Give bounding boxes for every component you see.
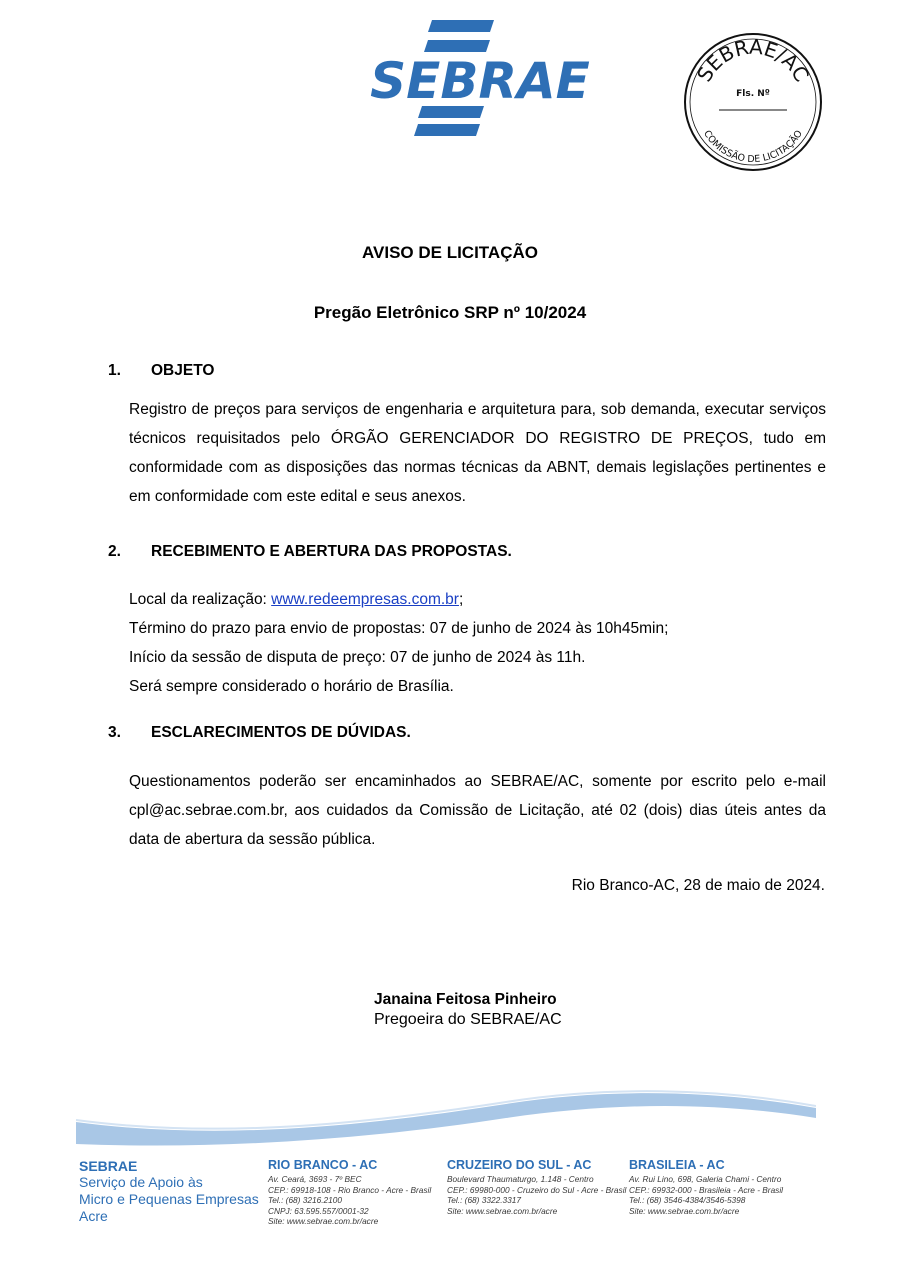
svg-text:SEBRAE/AC [692, 35, 814, 86]
section-text-objeto: Registro de preços para serviços de engenharia e arquitetura para, sob demanda, executar serviços técnicos requisitados pelo ÓRGÃO GERENCIADOR DO REGISTRO DE PREÇOS, tudo em conformidade com as disposições das normas técnicas da ABNT, demais legislações pertinentes e em conformidade com este edital e seus anexos. [129, 401, 826, 505]
deadline-line: Término do prazo para envio de propostas: 07 de junho de 2024 às 10h45min; [129, 620, 669, 637]
office-line: Av. Ceará, 3693 - 7º BEC [268, 1174, 362, 1184]
office-line: CEP.: 69980-000 - Cruzeiro do Sul - Acre - Brasil [447, 1184, 627, 1195]
section-number: 1. [108, 362, 121, 379]
document-subtitle: Pregão Eletrônico SRP nº 10/2024 [313, 303, 587, 322]
signatory-name: Janaina Feitosa Pinheiro [374, 991, 557, 1008]
stamp-bottom-text: COMISSÃO DE LICITAÇÃO [701, 128, 805, 166]
footer-brand-line: Micro e Pequenas Empresas [79, 1191, 259, 1207]
office-title: CRUZEIRO DO SUL - AC [447, 1158, 592, 1172]
signatory-role: Pregoeira do SEBRAE/AC [374, 1011, 562, 1028]
local-label: Local da realização: [129, 591, 272, 608]
office-line: Boulevard Thaumaturgo, 1.148 - Centro [447, 1174, 594, 1184]
section-text-esclarecimentos: Questionamentos poderão ser encaminhados ao SEBRAE/AC, somente por escrito pelo e-mail cpl@ac.sebrae.com.br, aos cuidados da Comissão de Licitação, até 02 (dois) dias úteis antes da data de abertura da sessão pública. [129, 773, 826, 848]
section-title-propostas: RECEBIMENTO E ABERTURA DAS PROPOSTAS. [151, 543, 512, 560]
section-number: 3. [108, 724, 121, 741]
office-title: RIO BRANCO - AC [268, 1158, 378, 1172]
office-line: Tel.: (68) 3322.3317 [447, 1195, 521, 1205]
footer-brand-line: Serviço de Apoio às [79, 1174, 203, 1190]
timezone-line: Será sempre considerado o horário de Brasília. [129, 678, 454, 695]
section-title-objeto: OBJETO [151, 362, 215, 379]
office-line: Tel.: (68) 3216.2100 [268, 1195, 342, 1205]
office-line: CEP.: 69932-000 - Brasileia - Acre - Brasil [629, 1184, 784, 1195]
footer-office-brasileia [629, 1158, 783, 1216]
stamp-top-text: SEBRAE/AC [691, 34, 815, 86]
footer-brand [79, 1158, 259, 1225]
office-line: Site: www.sebrae.com.br/acre [268, 1216, 379, 1226]
section-title-esclarecimentos: ESCLARECIMENTOS DE DÚVIDAS. [151, 724, 411, 741]
document-date: Rio Branco-AC, 28 de maio de 2024. [571, 877, 825, 894]
footer-brand-line: Acre [79, 1208, 108, 1224]
local-suffix: ; [458, 591, 464, 608]
section-number: 2. [108, 543, 121, 560]
office-line: Site: www.sebrae.com.br/acre [447, 1205, 558, 1216]
commission-stamp [683, 32, 823, 172]
footer-brand-name: SEBRAE [79, 1158, 138, 1174]
office-line: Tel.: (68) 3546-4384/3546-5398 [629, 1195, 746, 1205]
office-line: Site: www.sebrae.com.br/acre [629, 1205, 740, 1216]
session-start-line: Início da sessão de disputa de preço: 07 de junho de 2024 às 11h. [129, 649, 586, 666]
office-line: CEP.: 69918-108 - Rio Branco - Acre - Brasil [268, 1184, 432, 1195]
sebrae-logo [370, 20, 592, 138]
logo-text: SEBRAE [370, 52, 590, 110]
document-title: AVISO DE LICITAÇÃO [362, 243, 538, 262]
stamp-label: Fls. Nº [736, 89, 770, 99]
local-line [129, 591, 463, 609]
office-line: CNPJ: 63.595.557/0001-32 [268, 1205, 369, 1216]
footer-office-cruzeiro-do-sul [447, 1158, 626, 1216]
office-line: Av. Rui Lino, 698, Galeria Chami - Centro [629, 1174, 782, 1184]
footer-office-rio-branco [268, 1158, 431, 1227]
footer-wave [76, 1082, 816, 1152]
redeempresas-link[interactable]: www.redeempresas.com.br [271, 591, 459, 608]
office-title: BRASILEIA - AC [629, 1158, 725, 1172]
